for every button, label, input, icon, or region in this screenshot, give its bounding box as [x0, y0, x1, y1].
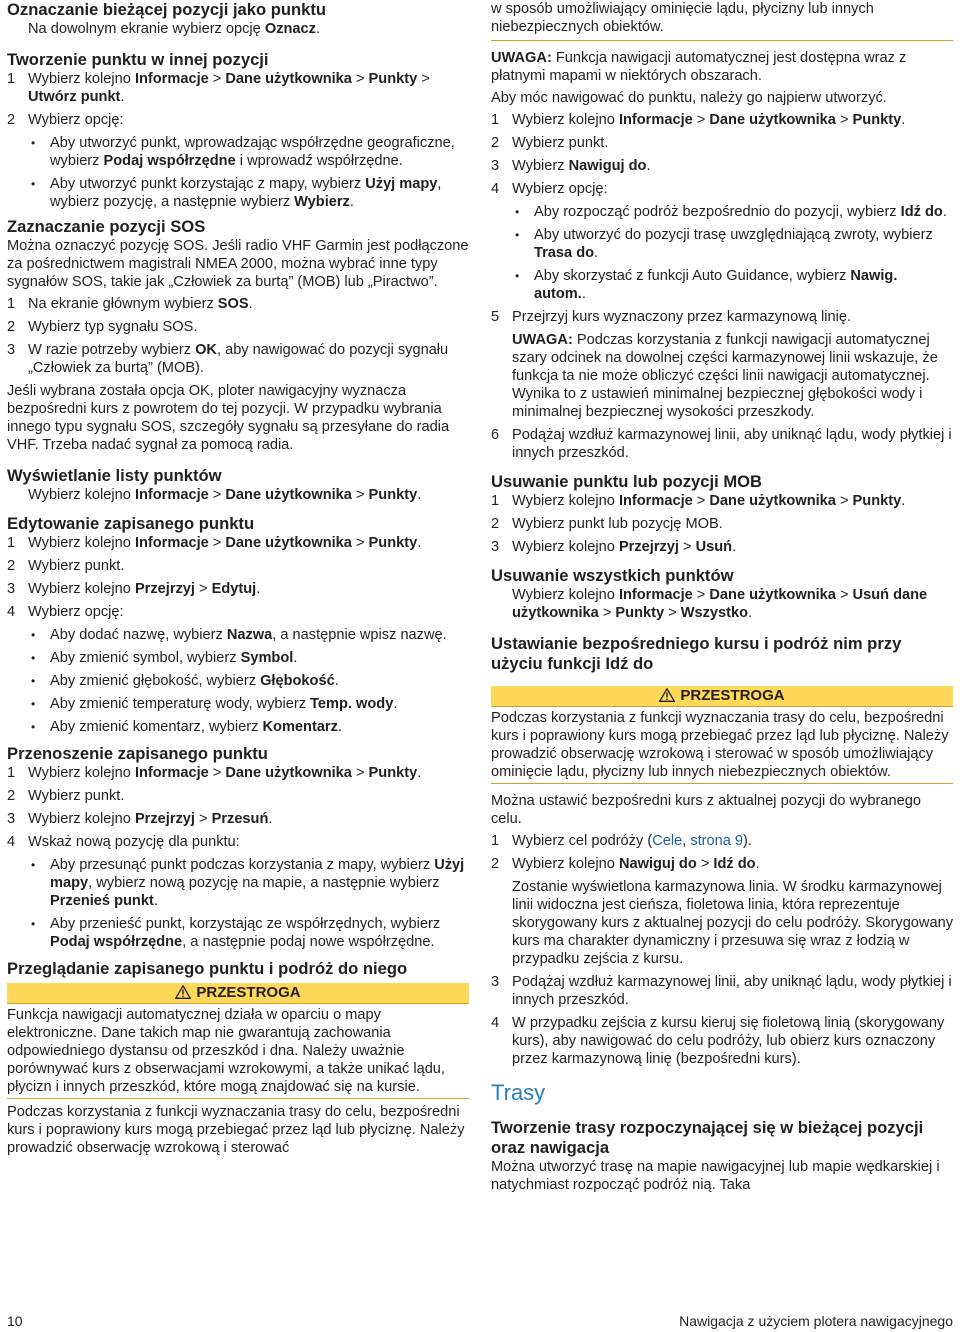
- heading-create-route: Tworzenie trasy rozpoczynającej się w bieżącej pozycji oraz nawigacja: [491, 1118, 924, 1157]
- view-waypoints-text: Wybierz kolejno Informacje > Dane użytkownika > Punkty.: [28, 487, 422, 503]
- bullet-item: • Aby zmienić temperaturę wody, wybierz Temp. wody.: [7, 695, 469, 713]
- step-2: 2 Wybierz punkt.: [7, 558, 125, 574]
- heading-create-waypoint: Tworzenie punktu w innej pozycji: [7, 50, 269, 69]
- bullet-item: • Aby zmienić głębokość, wybierz Głębokość.: [7, 672, 469, 690]
- caution-banner: [7, 983, 469, 1004]
- page-number: 10: [7, 1313, 23, 1329]
- step-4: 4 Wybierz opcję:: [7, 604, 124, 620]
- step-2: 2 Wybierz punkt.: [491, 135, 609, 151]
- mark-current-text: Na dowolnym ekranie wybierz opcję Oznacz.: [28, 21, 321, 37]
- note: UWAGA: Podczas korzystania z funkcji nawigacji automatycznej szary odcinek na dowolnej części karmazynowej linii wskazuje, że funkcja ta nie może obliczyć części linii nawigacji automatycznej. Wynika to z ustawień minimalnej bezpiecznej głębokości wody i minimalnej bezpiecznej wysokości przeszkody.: [512, 332, 938, 420]
- sos-intro: Można oznaczyć pozycję SOS. Jeśli radio VHF Garmin jest podłączone za pośrednictwem magistrali NMEA 2000, można wybrać inne typy sygnałów SOS, takie jak „Człowiek za burtą” (MOB) lub „Piractwo”.: [7, 238, 469, 290]
- bullet-item: • Aby utworzyć punkt, wprowadzając współrzędne geograficzne, wybierz Podaj współrzędne i wprowadź współrzędne.: [7, 134, 469, 170]
- step-1: 1 Wybierz kolejno Informacje > Dane użytkownika > Punkty.: [7, 765, 422, 781]
- step-1: 1 Wybierz kolejno Informacje > Dane użytkownika > Punkty > Utwórz punkt.: [7, 71, 430, 105]
- continued-text: w sposób umożliwiający ominięcie lądu, płycizny lub innych niebezpiecznych obiektów.: [491, 1, 874, 35]
- step-note: Zostanie wyświetlona karmazynowa linia. W środku karmazynowej linii widoczna jest cieńsza, fioletowa linia, która reprezentuje skorygowany kurs z aktualnej pozycji do celu podróży. Skorygowany kurs ma charakter dynamiczny i przesuwa się wraz z łodzią w przypadku zejścia z kursu.: [512, 879, 953, 967]
- bullet-item: • Aby utworzyć do pozycji trasę uwzględniającą zwroty, wybierz Trasa do.: [491, 226, 953, 262]
- paragraph: Można utworzyć trasę na mapie nawigacyjnej lub mapie wędkarskiej i natychmiast rozpocząć podróż nią. Taka: [491, 1159, 940, 1193]
- delete-all-text: Wybierz kolejno Informacje > Dane użytkownika > Usuń dane użytkownika > Punkty > Wszystko.: [512, 587, 928, 621]
- bullet-item: • Aby przesunąć punkt podczas korzystania z mapy, wybierz Użyj mapy, wybierz nową pozycję na mapie, a następnie wybierz Przenieś punkt.: [7, 856, 469, 910]
- heading-navigate-to-waypoint: Przeglądanie zapisanego punktu i podróż do niego: [7, 959, 408, 978]
- step-3: 3 Wybierz Nawiguj do.: [491, 158, 651, 174]
- heading-sos: Zaznaczanie pozycji SOS: [7, 217, 206, 236]
- caution-text: Podczas korzystania z funkcji wyznaczania trasy do celu, bezpośredni kurs i poprawiony kurs mogą przebiegać przez ląd lub płyciznę. Należy prowadzić obserwację wzrokową i sterować: [7, 1104, 465, 1156]
- heading-mark-current: Oznaczanie bieżącej pozycji jako punktu: [7, 0, 327, 19]
- heading-delete-waypoint: Usuwanie punktu lub pozycji MOB: [491, 472, 763, 491]
- step-5: 5 Przejrzyj kurs wyznaczony przez karmazynową linię.: [491, 309, 852, 325]
- step-3: 3 Wybierz kolejno Przejrzyj > Przesuń.: [7, 811, 273, 827]
- step-2: 2 Wybierz typ sygnału SOS.: [7, 319, 198, 335]
- step-4: 4 W przypadku zejścia z kursu kieruj się fioletową linią (skorygowany kurs), aby nawigować do celu podróży, lub obierz kurs oznaczony przez karmazynową linię (bezpośredni kurs).: [491, 1015, 945, 1067]
- bullet-item: • Aby dodać nazwę, wybierz Nazwa, a następnie wpisz nazwę.: [7, 626, 469, 644]
- step-4: 4 Wybierz opcję:: [491, 181, 608, 197]
- step-1: 1 Na ekranie głównym wybierz SOS.: [7, 296, 253, 312]
- heading-delete-all-waypoints: Usuwanie wszystkich punktów: [491, 566, 734, 585]
- caution-text: Funkcja nawigacji automatycznej działa w oparciu o mapy elektroniczne. Dane takich map nie gwarantują zachowania odpowiedniego dystansu od przeszkód i dna. Należy uważnie porównywać kurs z obserwacjami wzrokowymi, a także unikać lądu, płycizn i innych przeszkód, które mogą znajdować się na kursie.: [7, 1007, 445, 1095]
- link-page-9[interactable]: strona 9: [690, 833, 744, 849]
- caution-label: PRZESTROGA: [680, 687, 785, 704]
- step-1: 1 Wybierz kolejno Informacje > Dane użytkownika > Punkty.: [491, 493, 906, 509]
- caution-label: PRZESTROGA: [196, 984, 301, 1001]
- bullet-item: • Aby zmienić komentarz, wybierz Komentarz.: [7, 718, 469, 736]
- step-2: 2 Wybierz punkt.: [7, 788, 125, 804]
- warning-triangle-icon: [175, 985, 191, 1005]
- step-3: 3 Wybierz kolejno Przejrzyj > Usuń.: [491, 539, 737, 555]
- step-3: 3 Wybierz kolejno Przejrzyj > Edytuj.: [7, 581, 261, 597]
- step-3: 3 W razie potrzeby wybierz OK, aby nawigować do pozycji sygnału „Człowiek za burtą” (MOB).: [7, 342, 449, 376]
- step-4: 4 Wskaż nową pozycję dla punktu:: [7, 834, 240, 850]
- caution-banner: [491, 686, 953, 707]
- footer-section-title: Nawigacja z użyciem plotera nawigacyjnego: [679, 1313, 953, 1329]
- caution-text: Podczas korzystania z funkcji wyznaczania trasy do celu, bezpośredni kurs i poprawiony kurs mogą przebiegać przez ląd lub płyciznę. Należy prowadzić obserwację wzrokową i sterować w sposób umożliwiający ominięcie lądu, płycizny lub innych niebezpiecznych obiektów.: [491, 710, 949, 780]
- step-2: 2 Wybierz opcję:: [7, 112, 124, 128]
- step-2: 2 Wybierz punkt lub pozycję MOB.: [491, 516, 723, 532]
- left-column: [7, 0, 469, 1161]
- sos-outro: Jeśli wybrana została opcja OK, ploter nawigacyjny wyznacza bezpośredni kurs z powrotem do tej pozycji. W przypadku wybrania innego typu sygnału SOS, szczegóły sygnału są przesyłane do radia VHF. Trzeba nadać sygnał za pomocą radia.: [7, 383, 450, 453]
- heading-edit-waypoint: Edytowanie zapisanego punktu: [7, 514, 255, 533]
- step-6: 6 Podążaj wzdłuż karmazynowej linii, aby uniknąć lądu, wody płytkiej i innych przeszkód.: [491, 427, 952, 461]
- right-column: [491, 0, 953, 1198]
- note: UWAGA: Funkcja nawigacji automatycznej jest dostępna wraz z płatnymi mapami w niektórych obszarach.: [491, 50, 907, 84]
- heading-view-waypoints: Wyświetlanie listy punktów: [7, 466, 222, 485]
- bullet-item: • Aby utworzyć punkt korzystając z mapy, wybierz Użyj mapy, wybierz pozycję, a następnie wybierz Wybierz.: [7, 175, 469, 211]
- step-1: 1 Wybierz cel podróży (Cele, strona 9).: [491, 833, 752, 849]
- link-cele[interactable]: Cele: [652, 833, 683, 849]
- bullet-item: • Aby skorzystać z funkcji Auto Guidance, wybierz Nawig. autom..: [491, 267, 953, 303]
- step-2: 2 Wybierz kolejno Nawiguj do > Idź do.: [491, 856, 760, 872]
- divider: [7, 1098, 469, 1099]
- warning-triangle-icon: [659, 688, 675, 708]
- divider: [491, 40, 953, 41]
- step-1: 1 Wybierz kolejno Informacje > Dane użytkownika > Punkty.: [491, 112, 906, 128]
- bullet-item: • Aby rozpocząć podróż bezpośrednio do pozycji, wybierz Idź do.: [491, 203, 953, 221]
- heading-go-to: Ustawianie bezpośredniego kursu i podróż nim przy użyciu funkcji Idź do: [491, 634, 902, 673]
- bullet-item: • Aby zmienić symbol, wybierz Symbol.: [7, 649, 469, 667]
- step-1: 1 Wybierz kolejno Informacje > Dane użytkownika > Punkty.: [7, 535, 422, 551]
- paragraph: Aby móc nawigować do punktu, należy go najpierw utworzyć.: [491, 90, 887, 106]
- heading-move-waypoint: Przenoszenie zapisanego punktu: [7, 744, 268, 763]
- divider: [491, 783, 953, 784]
- bullet-item: • Aby przenieść punkt, korzystając ze współrzędnych, wybierz Podaj współrzędne, a następnie podaj nowe współrzędne.: [7, 915, 469, 951]
- step-3: 3 Podążaj wzdłuż karmazynowej linii, aby uniknąć lądu, wody płytkiej i innych przeszkód.: [491, 974, 952, 1008]
- section-title-routes: Trasy: [491, 1080, 546, 1105]
- paragraph: Można ustawić bezpośredni kurs z aktualnej pozycji do wybranego celu.: [491, 793, 921, 827]
